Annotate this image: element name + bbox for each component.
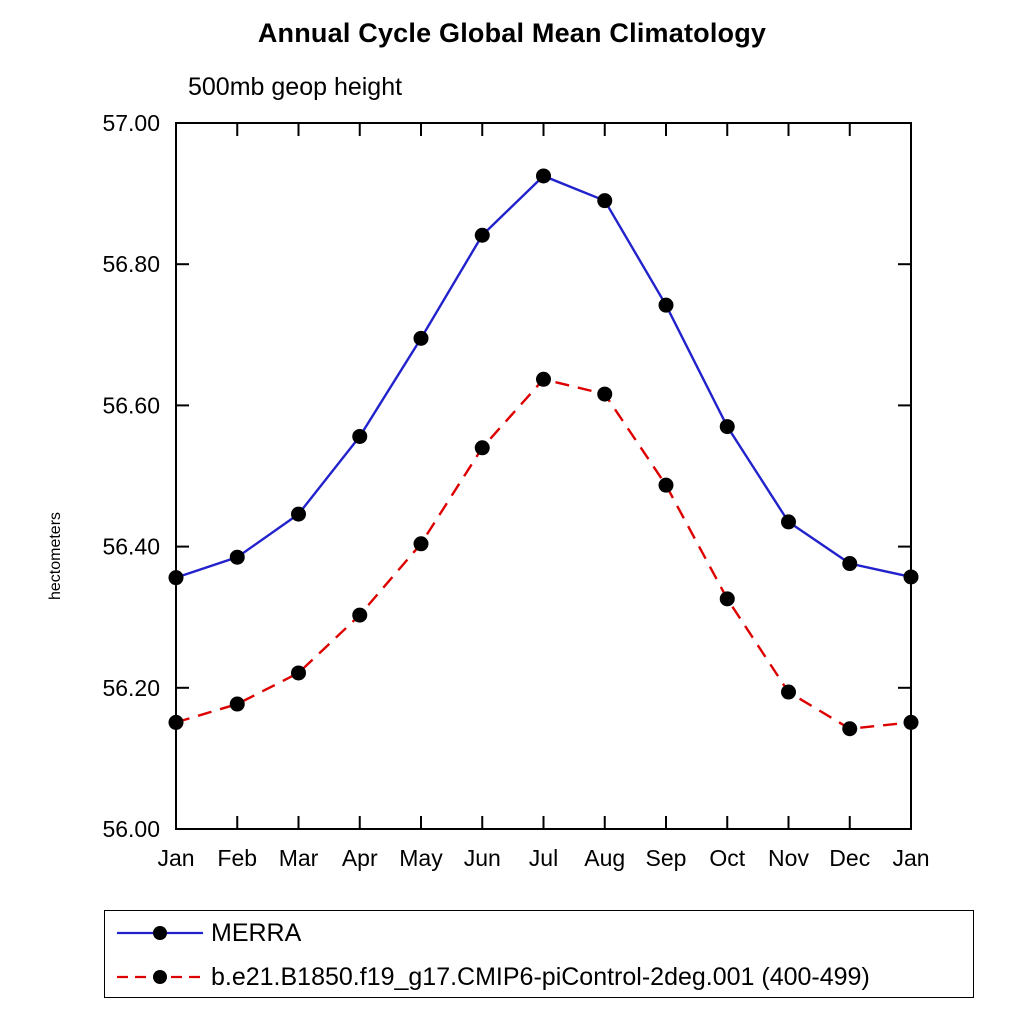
x-tick-label: Aug: [584, 845, 626, 871]
data-point: [352, 429, 367, 444]
data-point: [597, 387, 612, 402]
legend-label-1: b.e21.B1850.f19_g17.CMIP6-piControl-2deg.001 (400-499): [211, 963, 870, 991]
chart-subtitle: 500mb geop height: [188, 73, 403, 101]
data-point: [720, 591, 735, 606]
data-point: [659, 478, 674, 493]
data-point: [781, 514, 796, 529]
data-point: [536, 372, 551, 387]
data-point: [475, 440, 490, 455]
x-tick-label: May: [399, 845, 443, 871]
x-tick-label: Jan: [892, 845, 930, 871]
data-point: [291, 665, 306, 680]
y-tick-label: 56.20: [102, 674, 160, 701]
data-point: [169, 715, 184, 730]
chart-title: Annual Cycle Global Mean Climatology: [257, 18, 767, 48]
y-tick-label: 56.60: [102, 392, 160, 419]
data-point: [659, 298, 674, 313]
y-tick-label: 56.80: [102, 251, 160, 278]
x-tick-label: Apr: [341, 845, 378, 871]
x-tick-label: Mar: [278, 845, 319, 871]
data-point: [720, 419, 735, 434]
x-tick-label: Oct: [709, 845, 746, 871]
y-tick-label: 56.40: [102, 533, 160, 560]
x-tick-label: Dec: [829, 845, 871, 871]
legend: [104, 910, 974, 998]
data-point: [781, 685, 796, 700]
plot-frame: [176, 123, 911, 829]
legend-sample-line-0: [115, 911, 205, 955]
y-tick-label: 57.00: [102, 110, 160, 136]
y-tick-label: 56.00: [102, 816, 160, 842]
legend-entry-1: [105, 955, 973, 999]
data-point: [842, 721, 857, 736]
y-axis-label: hectometers: [47, 511, 64, 600]
x-tick-label: Jun: [463, 845, 501, 871]
data-point: [414, 536, 429, 551]
data-point: [352, 608, 367, 623]
legend-label-0: MERRA: [211, 919, 302, 947]
data-point: [597, 193, 612, 208]
x-tick-label: Sep: [645, 845, 687, 871]
data-point: [414, 331, 429, 346]
data-point: [904, 569, 919, 584]
legend-entry-0: [105, 911, 973, 955]
x-tick-label: Feb: [217, 845, 258, 871]
data-point: [169, 570, 184, 585]
data-point: [475, 228, 490, 243]
data-point: [904, 715, 919, 730]
data-point: [230, 697, 245, 712]
x-tick-label: Jan: [157, 845, 195, 871]
data-point: [291, 507, 306, 522]
x-tick-label: Jul: [528, 845, 559, 871]
legend-sample-line-1: [115, 955, 205, 999]
series-line-1: [176, 379, 911, 728]
data-point: [842, 556, 857, 571]
data-point: [230, 550, 245, 565]
x-tick-label: Nov: [768, 845, 809, 871]
data-point: [536, 168, 551, 183]
